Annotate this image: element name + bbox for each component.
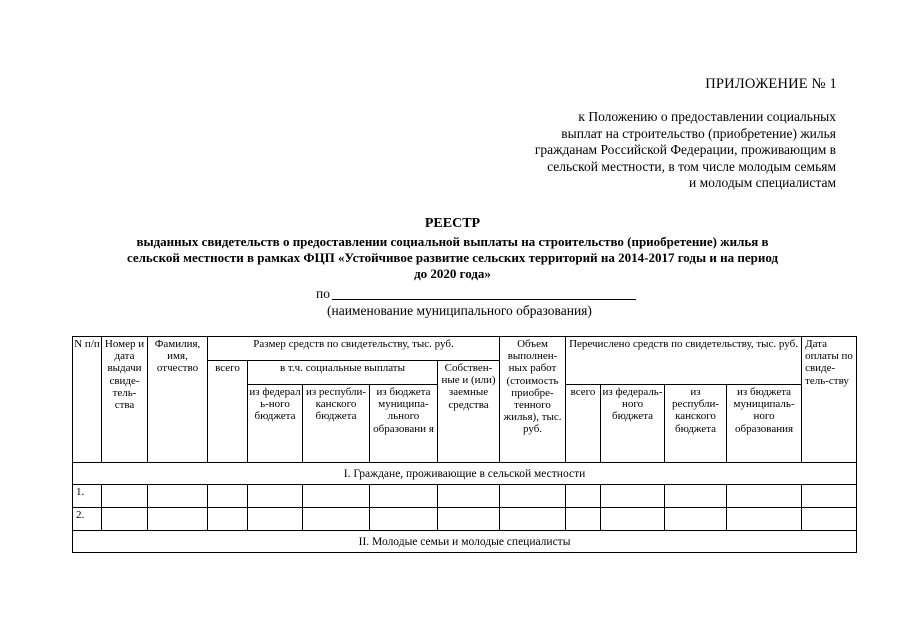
table-cell bbox=[500, 485, 566, 508]
registry-table bbox=[72, 336, 857, 553]
header-municipal: из бюджета муниципа-льного образовани я bbox=[370, 385, 438, 463]
table-cell bbox=[148, 485, 208, 508]
table-cell bbox=[802, 508, 857, 531]
subtitle-line: до 2020 года» bbox=[414, 266, 491, 281]
table-cell bbox=[208, 485, 248, 508]
table-cell bbox=[727, 508, 802, 531]
header-row-1 bbox=[73, 337, 857, 361]
header-transferred-group: Перечислено средств по свидетельству, тыс. руб. bbox=[566, 337, 802, 385]
municipality-fill-line bbox=[332, 299, 636, 300]
section-row-1 bbox=[73, 463, 857, 485]
table-cell bbox=[500, 508, 566, 531]
section-rural-citizens: I. Граждане, проживающие в сельской местности bbox=[73, 463, 857, 485]
header-num: N п/п bbox=[73, 337, 102, 463]
header-tr-federal: из федераль-ного бюджета bbox=[601, 385, 665, 463]
regulation-line: выплат на строительство (приобретение) жилья bbox=[561, 125, 836, 141]
section-young-families: II. Молодые семьи и молодые специалисты bbox=[73, 531, 857, 553]
table-row bbox=[73, 485, 857, 508]
header-own-funds: Собствен-ные и (или) заемные средства bbox=[438, 361, 500, 463]
table-cell bbox=[208, 508, 248, 531]
table-cell bbox=[248, 485, 303, 508]
table-cell bbox=[303, 485, 370, 508]
header-tr-republic: из республи-канского бюджета bbox=[665, 385, 727, 463]
header-total: всего bbox=[208, 361, 248, 463]
subtitle-line: выданных свидетельств о предоставлении социальной выплаты на строительство (приобретение) жилья в bbox=[136, 234, 769, 249]
table-cell bbox=[248, 508, 303, 531]
header-full-name: Фамилия, имя, отчество bbox=[148, 337, 208, 463]
table-cell bbox=[665, 508, 727, 531]
table-cell bbox=[370, 508, 438, 531]
table-cell bbox=[148, 508, 208, 531]
table-cell bbox=[601, 508, 665, 531]
table-cell bbox=[102, 508, 148, 531]
table-cell bbox=[601, 485, 665, 508]
table-cell bbox=[438, 485, 500, 508]
table-cell bbox=[566, 508, 601, 531]
header-works-volume: Объем выполнен-ных работ (стоимость приобре-тенного жилья), тыс. руб. bbox=[500, 337, 566, 463]
table-cell bbox=[665, 485, 727, 508]
municipality-caption: (наименование муниципального образования) bbox=[327, 303, 592, 318]
table-cell bbox=[802, 485, 857, 508]
regulation-line: гражданам Российской Федерации, проживающим в bbox=[534, 142, 836, 158]
subtitle-line: сельской местности в рамках ФЦП «Устойчивое развитие сельских территорий на 2014-2017 годы и на период bbox=[126, 250, 779, 265]
header-republic: из республи-канского бюджета bbox=[303, 385, 370, 463]
header-tr-municipal: из бюджета муниципаль-ного образования bbox=[727, 385, 802, 463]
table-cell bbox=[303, 508, 370, 531]
header-federal: из федерал ь-ного бюджета bbox=[248, 385, 303, 463]
regulation-line: сельской местности, в том числе молодым семьям bbox=[547, 158, 836, 174]
table-cell bbox=[102, 485, 148, 508]
header-social-payments: в т.ч. социальные выплаты bbox=[248, 361, 438, 385]
row-number: 1. bbox=[73, 485, 102, 508]
header-tr-total: всего bbox=[566, 385, 601, 463]
header-funds-group: Размер средств по свидетельству, тыс. руб. bbox=[208, 337, 500, 361]
header-cert-number: Номер и дата выдачи свиде-тель-ства bbox=[102, 337, 148, 463]
table-cell bbox=[727, 485, 802, 508]
table-row bbox=[73, 508, 857, 531]
document-title: РЕЕСТР bbox=[424, 216, 481, 231]
table-cell bbox=[370, 485, 438, 508]
table-cell bbox=[438, 508, 500, 531]
section-row-2 bbox=[73, 531, 857, 553]
header-payment-date: Дата оплаты по свиде-тель-ству bbox=[802, 337, 857, 463]
document-subtitle bbox=[70, 234, 835, 282]
row-number: 2. bbox=[73, 508, 102, 531]
table-cell bbox=[566, 485, 601, 508]
po-label: по bbox=[316, 286, 330, 301]
regulation-line: и молодым специалистам bbox=[689, 175, 836, 191]
appendix-label: ПРИЛОЖЕНИЕ № 1 bbox=[705, 76, 837, 92]
regulation-line: к Положению о предоставлении социальных bbox=[578, 109, 836, 124]
regulation-reference bbox=[416, 109, 836, 192]
